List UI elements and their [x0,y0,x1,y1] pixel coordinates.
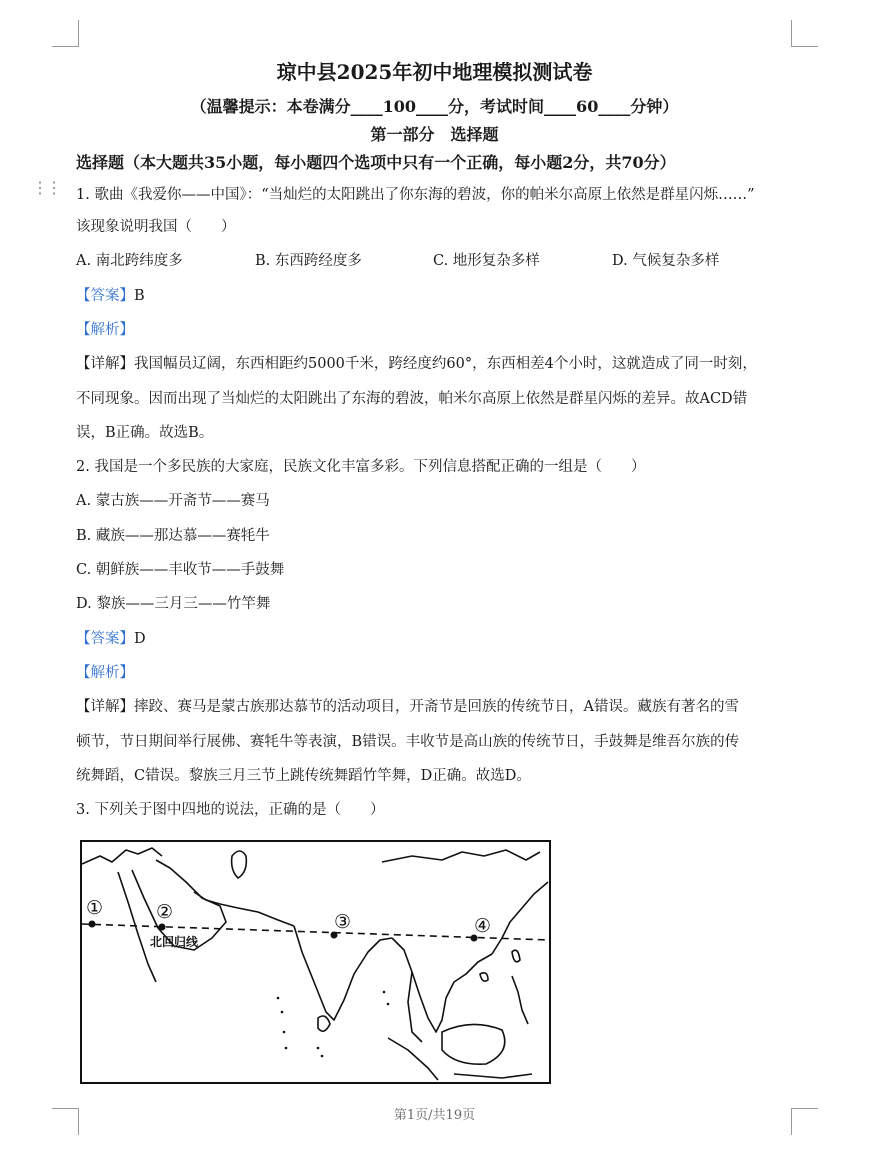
question-2-option-c: C. 朝鲜族——丰收节——手鼓舞 [76,562,285,578]
section-heading: 第一部分 选择题 [370,125,499,144]
question-2-option-a: A. 蒙古族——开斋节——赛马 [76,493,270,509]
detail-text: 摔跤、赛马是蒙古族那达慕节的活动项目，开斋节是回族的传统节日，A错误。藏族有著名的雪 [134,699,739,715]
question-1-option-c: C. 地形复杂多样 [433,253,540,269]
question-1-option-b: B. 东西跨经度多 [255,253,362,269]
question-2-answer [76,627,146,648]
location-point-2 [159,924,166,931]
detail-label: 【详解】 [76,699,134,715]
question-3-stem: 3. 下列关于图中四地的说法，正确的是（ ） [76,802,385,818]
exam-subtitle: （温馨提示：本卷满分____100____分，考试时间____60____分钟） [190,97,679,116]
question-1-option-d: D. 气候复杂多样 [612,253,720,269]
drag-handle-icon[interactable]: ⋮⋮ [32,178,60,197]
question-2-option-d: D. 黎族——三月三——竹竿舞 [76,596,271,612]
corner-mark-top-left [52,20,79,47]
question-2-detail-cont: 顿节，节日期间举行展佛、赛牦牛等表演，B错误。丰收节是高山族的传统节日，手鼓舞是维吾尔族的传 [76,734,740,750]
question-2-detail [76,695,739,716]
section-instructions: 选择题（本大题共35小题，每小题四个选项中只有一个正确，每小题2分，共70分） [76,153,676,172]
question-3-map [80,840,551,1084]
question-1-option-a: A. 南北跨纬度多 [76,253,183,269]
asia-map-svg [82,842,549,1082]
question-2-detail-end: 统舞蹈，C错误。黎族三月三节上跳传统舞蹈竹竿舞，D正确。故选D。 [76,768,531,784]
question-1-detail-end: 误，B正确。故选B。 [76,425,214,441]
question-1-analysis-label: 【解析】 [76,322,134,338]
question-1-detail-cont: 不同现象。因而出现了当灿烂的太阳跳出了东海的碧波，帕米尔高原上依然是群星闪烁的差异。故ACD错 [76,391,748,407]
map-label-4: ④ [474,915,492,937]
page-footer: 第1页/共19页 [393,1108,476,1123]
question-1-stem: 1. 歌曲《我爱你——中国》：“当灿烂的太阳跳出了你东海的碧波，你的帕米尔高原上依然是群星闪烁……” [76,187,755,203]
question-2-stem: 2. 我国是一个多民族的大家庭，民族文化丰富多彩。下列信息搭配正确的一组是（ ） [76,459,646,475]
corner-mark-top-right [791,20,818,47]
detail-text: 我国幅员辽阔，东西相距约5000千米，跨经度约60°，东西相差4个小时，这就造成了同一时刻， [134,356,757,372]
map-label-2: ② [156,901,174,923]
question-1-stem-cont: 该现象说明我国（ ） [76,219,236,235]
tropic-label: 北回归线 [150,935,199,949]
answer-label: 【答案】 [76,631,134,647]
exam-title: 琼中县2025年初中地理模拟测试卷 [276,60,593,84]
answer-value: D [134,631,146,647]
question-1-detail [76,352,757,373]
question-2-analysis-label: 【解析】 [76,665,134,681]
map-label-3: ③ [334,911,352,933]
map-label-1: ① [86,897,104,919]
detail-label: 【详解】 [76,356,134,372]
question-2-option-b: B. 藏族——那达慕——赛牦牛 [76,528,270,544]
answer-value: B [134,288,145,304]
answer-label: 【答案】 [76,288,134,304]
question-1-answer [76,284,145,305]
location-point-1 [89,921,96,928]
